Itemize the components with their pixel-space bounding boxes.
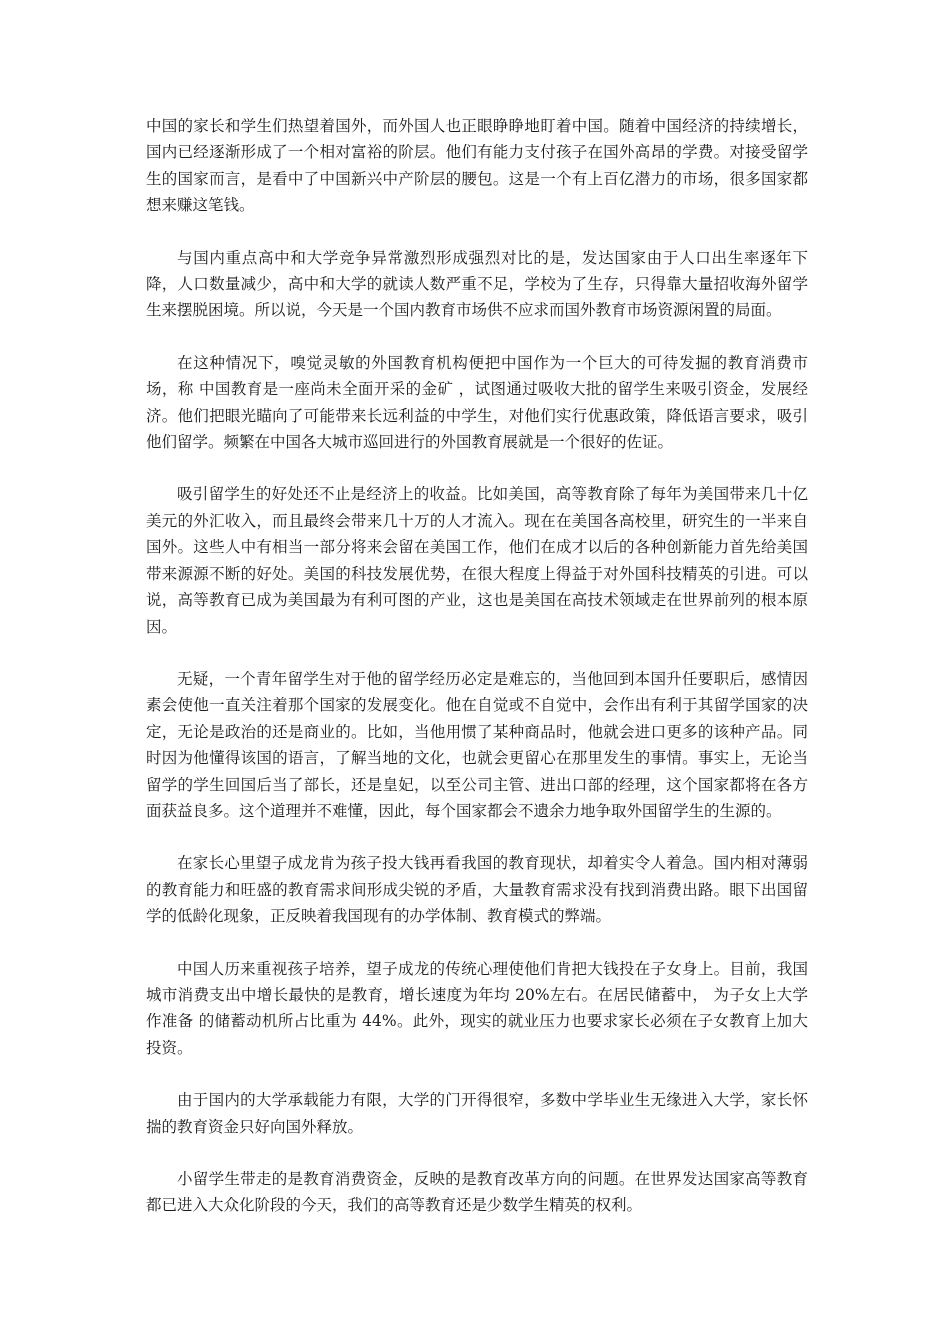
paragraph: 与国内重点高中和大学竞争异常激烈形成强烈对比的是，发达国家由于人口出生率逐年下降，人口数量减少，高中和大学的就读人数严重不足，学校为了生存，只得靠大量招收海外留学生来摆脱困境。所以说，今天是一个国内教育市场供不应求而国外教育市场资源闲置的局面。 [146,248,808,320]
paragraph: 由于国内的大学承载能力有限，大学的门开得很窄，多数中学毕业生无缘进入大学，家长怀揣的教育资金只好向国外释放。 [146,1091,808,1136]
paragraph: 中国的家长和学生们热望着国外，而外国人也正眼睁睁地盯着中国。随着中国经济的持续增长，国内已经逐渐形成了一个相对富裕的阶层。他们有能力支付孩子在国外高昂的学费。对接受留学生的国家而言，是看中了中国新兴中产阶层的腰包。这是一个有上百亿潜力的市场，很多国家都想来赚这笔钱。 [146,117,808,215]
paragraph: 小留学生带走的是教育消费资金，反映的是教育改革方向的问题。在世界发达国家高等教育都已进入大众化阶段的今天，我们的高等教育还是少数学生精英的权利。 [146,1170,808,1215]
document-body [146,113,808,1245]
paragraph: 在这种情况下，嗅觉灵敏的外国教育机构便把中国作为一个巨大的可待发掘的教育消费市场，称 中国教育是一座尚未全面开采的金矿 ，试图通过吸收大批的留学生来吸引资金，发展经济。他们把眼光瞄向了可能带来长远利益的中学生，对他们实行优惠政策，降低语言要求，吸引他们留学。频繁在中国各大城市巡回进行的外国教育展就是一个很好的佐证。 [146,353,808,452]
paragraph: 吸引留学生的好处还不止是经济上的收益。比如美国，高等教育除了每年为美国带来几十亿美元的外汇收入，而且最终会带来几十万的人才流入。现在在美国各高校里，研究生的一半来自国外。这些人中有相当一部分将来会留在美国工作，他们在成才以后的各种创新能力首先给美国带来源源不断的好处。美国的科技发展优势，在很大程度上得益于对外国科技精英的引进。可以说，高等教育已成为美国最为有利可图的产业，这也是美国在高技术领域走在世界前列的根本原因。 [146,485,808,636]
paragraph: 在家长心里望子成龙肯为孩子投大钱再看我国的教育现状，却着实令人着急。国内相对薄弱的教育能力和旺盛的教育需求间形成尖锐的矛盾，大量教育需求没有找到消费出路。眼下出国留学的低龄化现象，正反映着我国现有的办学体制、教育模式的弊端。 [146,854,808,926]
paragraph: 无疑，一个青年留学生对于他的留学经历必定是难忘的，当他回到本国升任要职后，感情因素会使他一直关注着那个国家的发展变化。他在自觉或不自觉中，会作出有利于其留学国家的决定，无论是政治的还是商业的。比如，当他用惯了某种商品时，他就会进口更多的该种产品。同时因为他懂得该国的语言，了解当地的文化，也就会更留心在那里发生的事情。事实上，无论当留学的学生回国后当了部长，还是皇妃，以至公司主管、进出口部的经理，这个国家都将在各方面获益良多。这个道理并不难懂，因此，每个国家都会不遗余力地争取外国留学生的生源的。 [146,669,808,820]
paragraph: 中国人历来重视孩子培养，望子成龙的传统心理使他们肯把大钱投在子女身上。目前，我国城市消费支出中增长最快的是教育，增长速度为年均 20%左右。在居民储蓄中， 为子女上大学作准备 的储蓄动机所占比重为 44%。此外，现实的就业压力也要求家长必须在子女教育上加大投资。 [146,959,808,1057]
